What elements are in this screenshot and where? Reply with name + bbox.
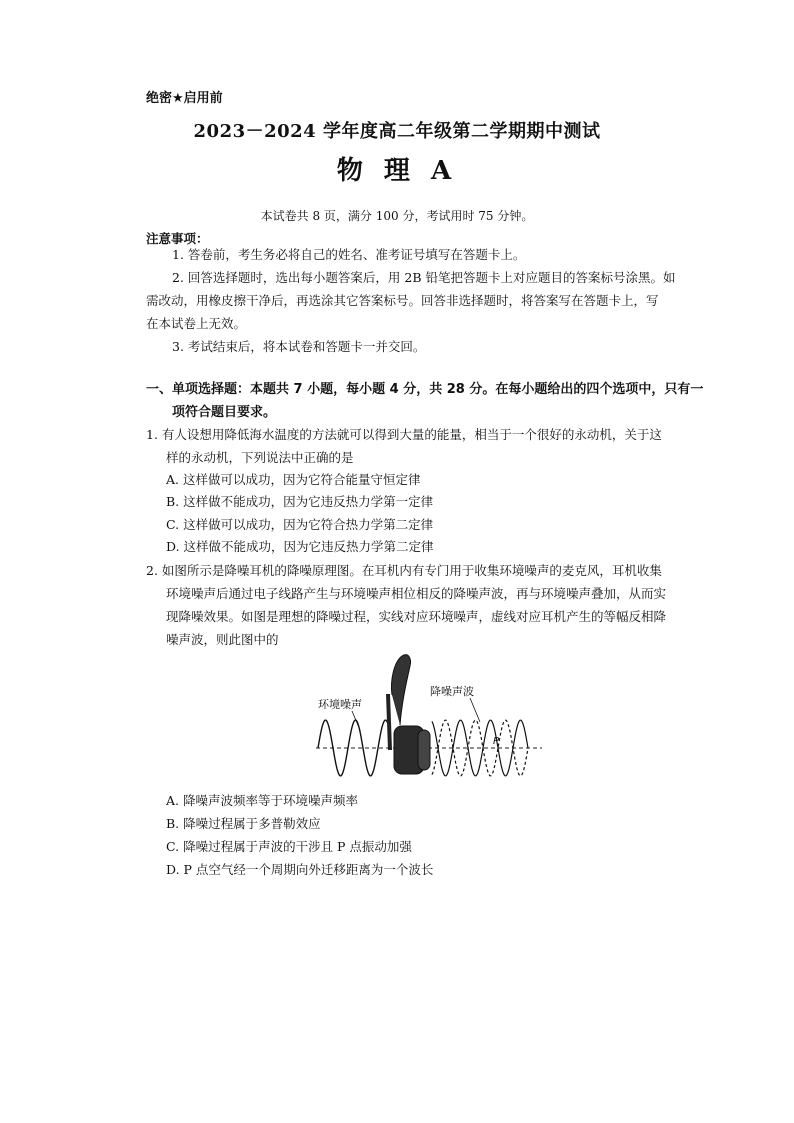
q2-stem-line-4: 噪声波，则此图中的 bbox=[166, 632, 279, 647]
q2-stem-line-2: 环境噪声后通过电子线路产生与环境噪声相位相反的降噪声波，再与环境噪声叠加，从而实 bbox=[166, 586, 667, 601]
label-ambient-leader bbox=[352, 711, 360, 730]
note-2-line-2: 需改动，用橡皮擦干净后，再选涂其它答案标号。回答非选择题时，将答案写在答题卡上，写 bbox=[146, 293, 659, 308]
q1-option-a: A. 这样做可以成功，因为它符合能量守恒定律 bbox=[166, 472, 421, 487]
section-heading-line-2: 项符合题目要求。 bbox=[172, 405, 277, 420]
note-2-line-3: 在本试卷上无效。 bbox=[146, 316, 247, 331]
note-1: 1. 答卷前，考生务必将自己的姓名、准考证号填写在答题卡上。 bbox=[172, 247, 526, 262]
headphone-band-icon bbox=[391, 655, 410, 725]
q2-option-a: A. 降噪声波频率等于环境噪声频率 bbox=[166, 793, 358, 808]
exam-info: 本试卷共 8 页，满分 100 分，考试用时 75 分钟。 bbox=[260, 209, 534, 223]
note-3: 3. 考试结束后，将本试卷和答题卡一并交回。 bbox=[172, 339, 426, 354]
note-2-line-1: 2. 回答选择题时，选出每小题答案后，用 2B 铅笔把答题卡上对应题目的答案标号涂黑。如 bbox=[172, 270, 676, 285]
headphone-cushion-icon bbox=[418, 730, 430, 770]
label-cancelling-wave: 降噪声波 bbox=[430, 685, 474, 698]
exam-title: 2023－2024 学年度高二年级第二学期期中测试 bbox=[193, 121, 601, 142]
q1-stem-line-2: 样的永动机，下列说法中正确的是 bbox=[166, 450, 354, 465]
q1-option-d: D. 这样做不能成功，因为它违反热力学第二定律 bbox=[166, 539, 434, 554]
notes-title: 注意事项： bbox=[146, 231, 209, 246]
subject-title: 物 理 A bbox=[336, 156, 458, 186]
q2-stem-line-1: 2. 如图所示是降噪耳机的降噪原理图。在耳机内有专门用于收集环境噪声的麦克风，耳机收集 bbox=[146, 563, 662, 578]
q1-option-b: B. 这样做不能成功，因为它违反热力学第一定律 bbox=[166, 494, 434, 509]
noise-cancel-figure bbox=[310, 650, 550, 790]
q2-stem-line-3: 现降噪效果。如图是理想的降噪过程，实线对应环境噪声，虚线对应耳机产生的等幅反相降 bbox=[166, 609, 667, 624]
confidential-label: 绝密★启用前 bbox=[146, 91, 223, 106]
q2-option-c: C. 降噪过程属于声波的干涉且 P 点振动加强 bbox=[166, 839, 412, 854]
label-cancel-leader bbox=[470, 698, 480, 722]
q1-stem-line-1: 1. 有人设想用降低海水温度的方法就可以得到大量的能量，相当于一个很好的永动机，关于这 bbox=[146, 427, 662, 442]
section-heading-line-1: 一、单项选择题：本题共 7 小题，每小题 4 分，共 28 分。在每小题给出的四个选项中，只有一 bbox=[146, 382, 704, 397]
label-ambient-noise: 环境噪声 bbox=[318, 698, 362, 711]
label-point-p: P bbox=[493, 736, 500, 747]
q2-option-d: D. P 点空气经一个周期向外迁移距离为一个波长 bbox=[166, 862, 434, 877]
q1-option-c: C. 这样做可以成功，因为它符合热力学第二定律 bbox=[166, 517, 434, 532]
q2-option-b: B. 降噪过程属于多普勒效应 bbox=[166, 816, 321, 831]
